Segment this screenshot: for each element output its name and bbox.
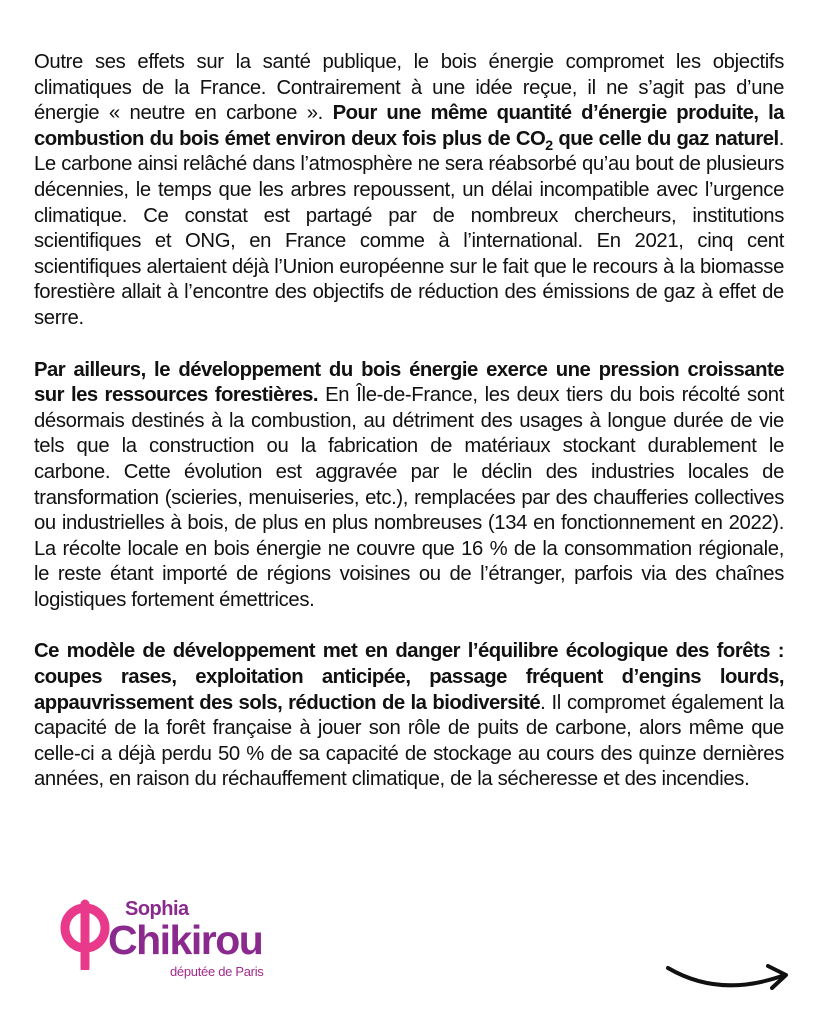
paragraph-1-text-b: . Le carbone ainsi relâché dans l’atmosphère ne sera réabsorbé qu’au bout de plusieurs décennies, le temps que les arbres repoussent, un délai incompatible avec l’urgence climatique. Ce constat est partagé par de nombreux chercheurs, institutions scientifiques et ONG, en France comme à l’international. En 2021, cinq cent scientifiques alertaient déjà l’Union européenne sur le fait que le recours à la biomasse forestière allait à l’encontre des objectifs de réduction des émissions de gaz à effet de serre.: [34, 127, 784, 329]
curved-arrow-right-icon[interactable]: [664, 958, 794, 998]
paragraph-2-emphasis: Par ailleurs, le développement du bois énergie exerce une pression croissante sur les ressources forestières.: [34, 358, 784, 407]
paragraph-1-text-a: Outre ses effets sur la santé publique, le bois énergie compromet les objectifs climatiques de la France. Contrairement à une idée reçue, il ne s’agit pas d’une énergie « neutre en carbone ».: [34, 51, 784, 125]
logo-last-name: Chikirou: [108, 917, 263, 963]
paragraph-1-bold-b: que celle du gaz naturel: [552, 127, 779, 150]
logo-subtitle: députée de Paris: [170, 964, 264, 979]
paragraph-2-text: En Île-de-France, les deux tiers du bois récolté sont désormais destinés à la combustion, au détriment des usages à longue durée de vie tels que la construction ou la fabrication de matériaux stockant durablement le carbone. Cette évolution est aggravée par le déclin des industries locales de transformation (scieries, menuiseries, etc.), remplacées par des chaufferies collectives ou industrielles à bois, de plus en plus nombreuses (134 en fonctionnement en 2022). La récolte locale en bois énergie ne couvre que 16 % de la consommation régionale, le reste étant importé de régions voisines ou de l’étranger, parfois via des chaînes logistiques fortement émettrices.: [34, 384, 784, 611]
co2-subscript: 2: [545, 137, 553, 154]
paragraph-1: [34, 50, 784, 332]
paragraph-1-bold-a: Pour une même quantité d’énergie produite, la combustion du bois émet environ deux fois plus de CO: [34, 102, 784, 150]
paragraph-3-emphasis: Ce modèle de développement met en danger l’équilibre écologique des forêts : coupes rases, exploitation anticipée, passage fréquent d’engins lourds, appauvrissement des sols, réduction de la biodiversité: [34, 640, 784, 714]
document-body: [34, 50, 784, 819]
paragraph-3-text: . Il compromet également la capacité de la forêt française à jouer son rôle de puits de carbone, alors même que celle-ci a déjà perdu 50 % de sa capacité de stockage au cours des quinze dernières années, en raison du réchauffement climatique, de la sécheresse et des incendies.: [34, 691, 784, 791]
paragraph-2: [34, 358, 784, 614]
logo-mark-icon: [55, 898, 115, 970]
logo-first-name: Sophia: [125, 898, 189, 920]
logo: [55, 890, 275, 990]
paragraph-3: [34, 639, 784, 793]
